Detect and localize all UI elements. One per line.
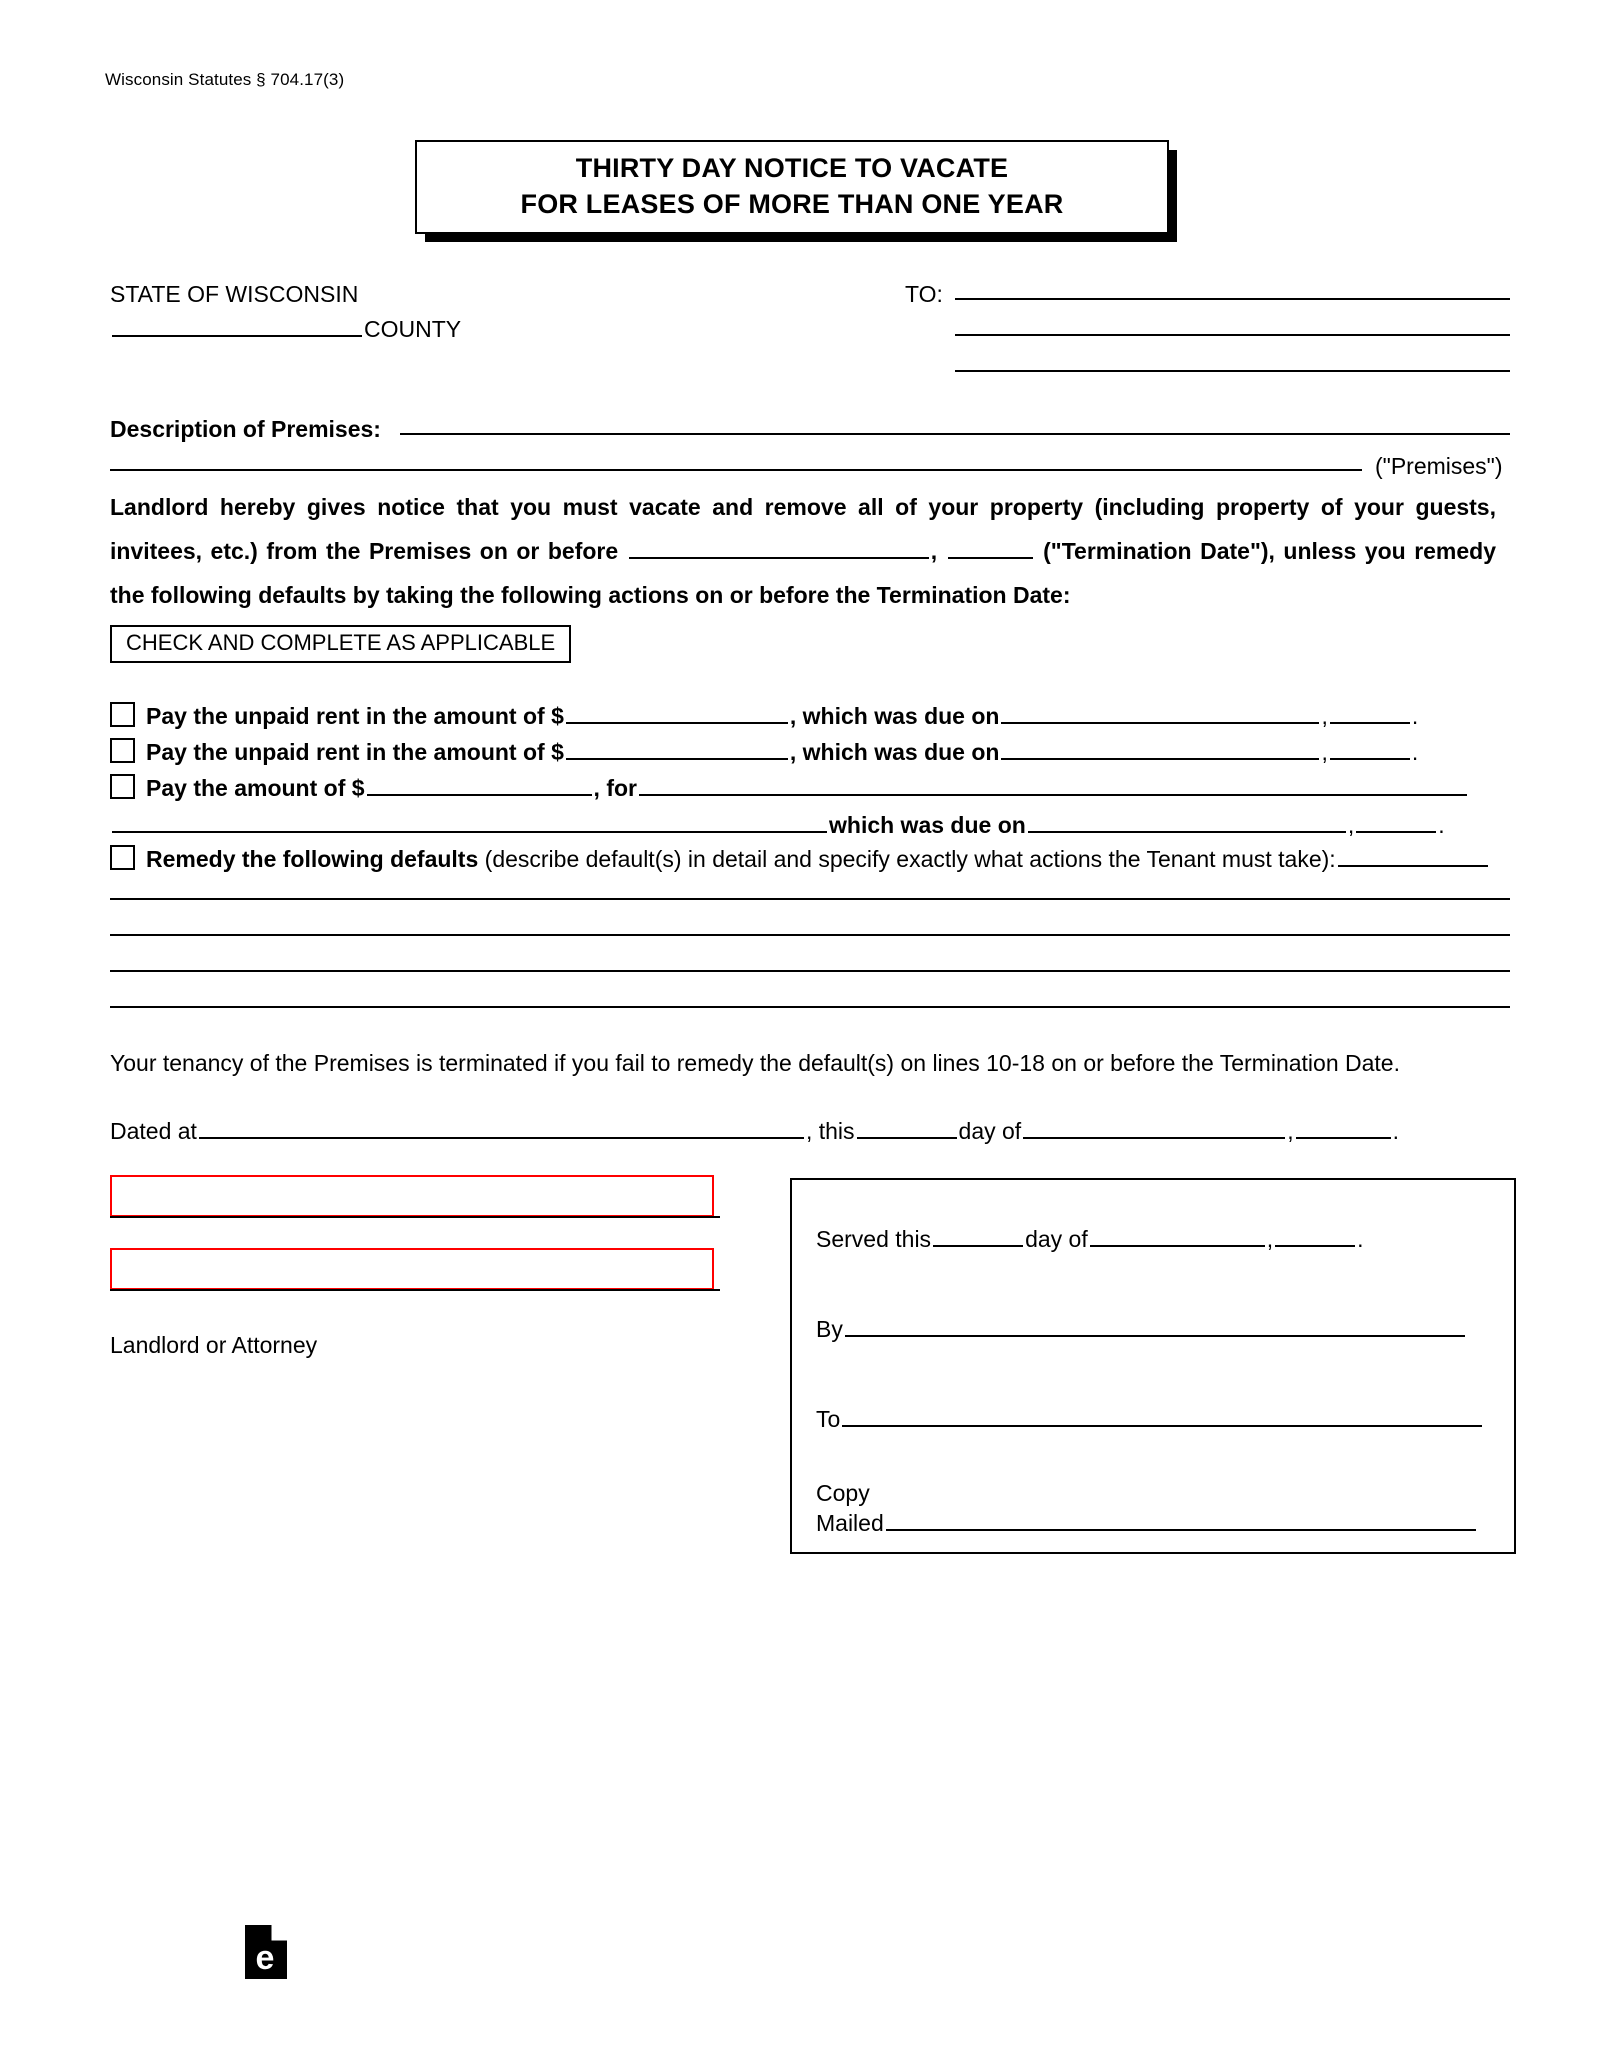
served-by-line bbox=[816, 1316, 1467, 1343]
served-to-line bbox=[816, 1406, 1484, 1433]
copy-mailed-line bbox=[816, 1510, 1478, 1537]
dated-period: . bbox=[1392, 1118, 1399, 1144]
dated-row bbox=[110, 1118, 1399, 1145]
default-4-label-rest: (describe default(s) in detail and specify exactly what actions the Tenant must take): bbox=[484, 846, 1336, 872]
default-4-write-line-1[interactable] bbox=[110, 898, 1510, 900]
landlord-signature-rule-1 bbox=[110, 1216, 720, 1218]
premises-label: Description of Premises: bbox=[110, 416, 381, 442]
default-3-for-label: , for bbox=[593, 775, 637, 801]
proof-of-service-box bbox=[790, 1178, 1516, 1554]
check-complete-header: CHECK AND COMPLETE AS APPLICABLE bbox=[110, 625, 571, 663]
notice-paragraph bbox=[110, 485, 1496, 617]
landlord-signature-field-1[interactable] bbox=[110, 1175, 714, 1217]
landlord-signature-field-2[interactable] bbox=[110, 1248, 714, 1290]
county-line bbox=[110, 315, 461, 344]
to-blank-line-1[interactable] bbox=[955, 298, 1510, 300]
premises-blank-line-1[interactable] bbox=[400, 433, 1510, 435]
default-item-3-continued bbox=[110, 812, 1445, 839]
premises-blank-line-2[interactable] bbox=[110, 469, 1362, 471]
default-1-period: . bbox=[1411, 703, 1419, 729]
served-day-blank[interactable] bbox=[933, 1227, 1023, 1247]
default-2-label: Pay the unpaid rent in the amount of $ bbox=[146, 739, 564, 765]
checkbox-default-2[interactable] bbox=[110, 738, 135, 763]
copy-mailed-label bbox=[816, 1480, 870, 1507]
default-item-2 bbox=[110, 738, 1418, 766]
default-4-write-line-4[interactable] bbox=[110, 1006, 1510, 1008]
served-period: . bbox=[1357, 1226, 1364, 1252]
dated-this-label: , this bbox=[805, 1118, 855, 1144]
dated-day-blank[interactable] bbox=[857, 1119, 957, 1139]
dated-year-blank[interactable] bbox=[1296, 1119, 1391, 1139]
checkbox-default-1[interactable] bbox=[110, 702, 135, 727]
default-item-1 bbox=[110, 702, 1418, 730]
served-label: Served this bbox=[816, 1226, 932, 1252]
default-3-due-label: which was due on bbox=[829, 812, 1026, 838]
title-box-frame bbox=[415, 140, 1169, 234]
eforms-logo-icon bbox=[245, 1925, 287, 1979]
to-label: TO: bbox=[905, 281, 943, 307]
default-2-due-label: , which was due on bbox=[789, 739, 1000, 765]
default-1-comma: , bbox=[1321, 703, 1328, 729]
default-4-write-line-3[interactable] bbox=[110, 970, 1510, 972]
default-3-date-blank[interactable] bbox=[1028, 813, 1346, 833]
premises-tag: ("Premises") bbox=[1375, 453, 1503, 479]
document-title-box bbox=[415, 140, 1167, 232]
served-year-blank[interactable] bbox=[1275, 1227, 1355, 1247]
served-day-of-label: day of bbox=[1025, 1226, 1088, 1252]
default-1-amount-blank[interactable] bbox=[566, 704, 788, 724]
tenancy-statement: Your tenancy of the Premises is terminated if you fail to remedy the default(s) on lines 10-18 on or before the Termination Date. bbox=[110, 1050, 1400, 1076]
statute-reference: Wisconsin Statutes § 704.17(3) bbox=[105, 70, 345, 89]
dated-place-blank[interactable] bbox=[199, 1119, 804, 1139]
by-label: By bbox=[816, 1316, 843, 1342]
default-2-year-blank[interactable] bbox=[1330, 740, 1410, 760]
signature-caption: Landlord or Attorney bbox=[110, 1332, 318, 1358]
default-2-date-blank[interactable] bbox=[1001, 740, 1319, 760]
title-line-1: THIRTY DAY NOTICE TO VACATE bbox=[575, 153, 1009, 184]
served-month-blank[interactable] bbox=[1090, 1227, 1265, 1247]
default-2-comma: , bbox=[1321, 739, 1328, 765]
mailed-label: Mailed bbox=[816, 1510, 884, 1536]
landlord-signature-rule-2 bbox=[110, 1289, 720, 1291]
default-1-date-blank[interactable] bbox=[1001, 704, 1319, 724]
served-line bbox=[816, 1226, 1364, 1253]
county-blank[interactable] bbox=[112, 317, 362, 337]
svg-text:e: e bbox=[255, 1939, 275, 1977]
notice-segment-1: Landlord hereby gives notice that you must vacate and remove all of your property (including property of your guests, invitees, etc.) from the Premises on or before bbox=[110, 494, 1496, 564]
default-3-label: Pay the amount of $ bbox=[146, 775, 365, 801]
default-4-label-bold: Remedy the following defaults bbox=[146, 846, 479, 872]
default-item-4 bbox=[110, 845, 1490, 873]
to-blank-line-3[interactable] bbox=[955, 370, 1510, 372]
dated-month-blank[interactable] bbox=[1023, 1119, 1285, 1139]
to-blank-service[interactable] bbox=[842, 1407, 1482, 1427]
default-3-year-blank[interactable] bbox=[1356, 813, 1436, 833]
to-blank-line-2[interactable] bbox=[955, 334, 1510, 336]
dated-day-of-label: day of bbox=[958, 1118, 1022, 1144]
title-line-2: FOR LEASES OF MORE THAN ONE YEAR bbox=[520, 189, 1064, 219]
checkbox-default-4[interactable] bbox=[110, 845, 135, 870]
default-1-due-label: , which was due on bbox=[789, 703, 1000, 729]
dated-at-label: Dated at bbox=[110, 1118, 197, 1144]
default-item-3 bbox=[110, 774, 1469, 802]
default-2-amount-blank[interactable] bbox=[566, 740, 788, 760]
default-4-blank-inline[interactable] bbox=[1338, 847, 1488, 867]
mailed-blank[interactable] bbox=[886, 1511, 1476, 1531]
default-3-comma: , bbox=[1347, 812, 1355, 838]
checkbox-default-3[interactable] bbox=[110, 774, 135, 799]
copy-label: Copy bbox=[816, 1480, 870, 1506]
state-label: STATE OF WISCONSIN bbox=[110, 281, 359, 307]
by-blank[interactable] bbox=[845, 1317, 1465, 1337]
default-3-reason-blank-1[interactable] bbox=[639, 776, 1467, 796]
default-3-amount-blank[interactable] bbox=[367, 776, 592, 796]
notice-comma: , bbox=[930, 538, 938, 564]
county-label: COUNTY bbox=[364, 316, 462, 342]
served-comma: , bbox=[1266, 1226, 1274, 1252]
termination-year-blank[interactable] bbox=[948, 539, 1033, 559]
default-3-reason-blank-2[interactable] bbox=[112, 813, 827, 833]
to-label-service: To bbox=[816, 1406, 841, 1432]
notice-segment-2: ("Termination Date"), unless you remedy the following defaults by taking the following actions on or before the Termination Date: bbox=[110, 538, 1497, 608]
termination-date-blank[interactable] bbox=[629, 539, 929, 559]
default-4-write-line-2[interactable] bbox=[110, 934, 1510, 936]
default-2-period: . bbox=[1411, 739, 1419, 765]
default-1-label: Pay the unpaid rent in the amount of $ bbox=[146, 703, 564, 729]
default-3-period: . bbox=[1438, 812, 1445, 838]
default-1-year-blank[interactable] bbox=[1330, 704, 1410, 724]
dated-comma: , bbox=[1287, 1118, 1294, 1144]
